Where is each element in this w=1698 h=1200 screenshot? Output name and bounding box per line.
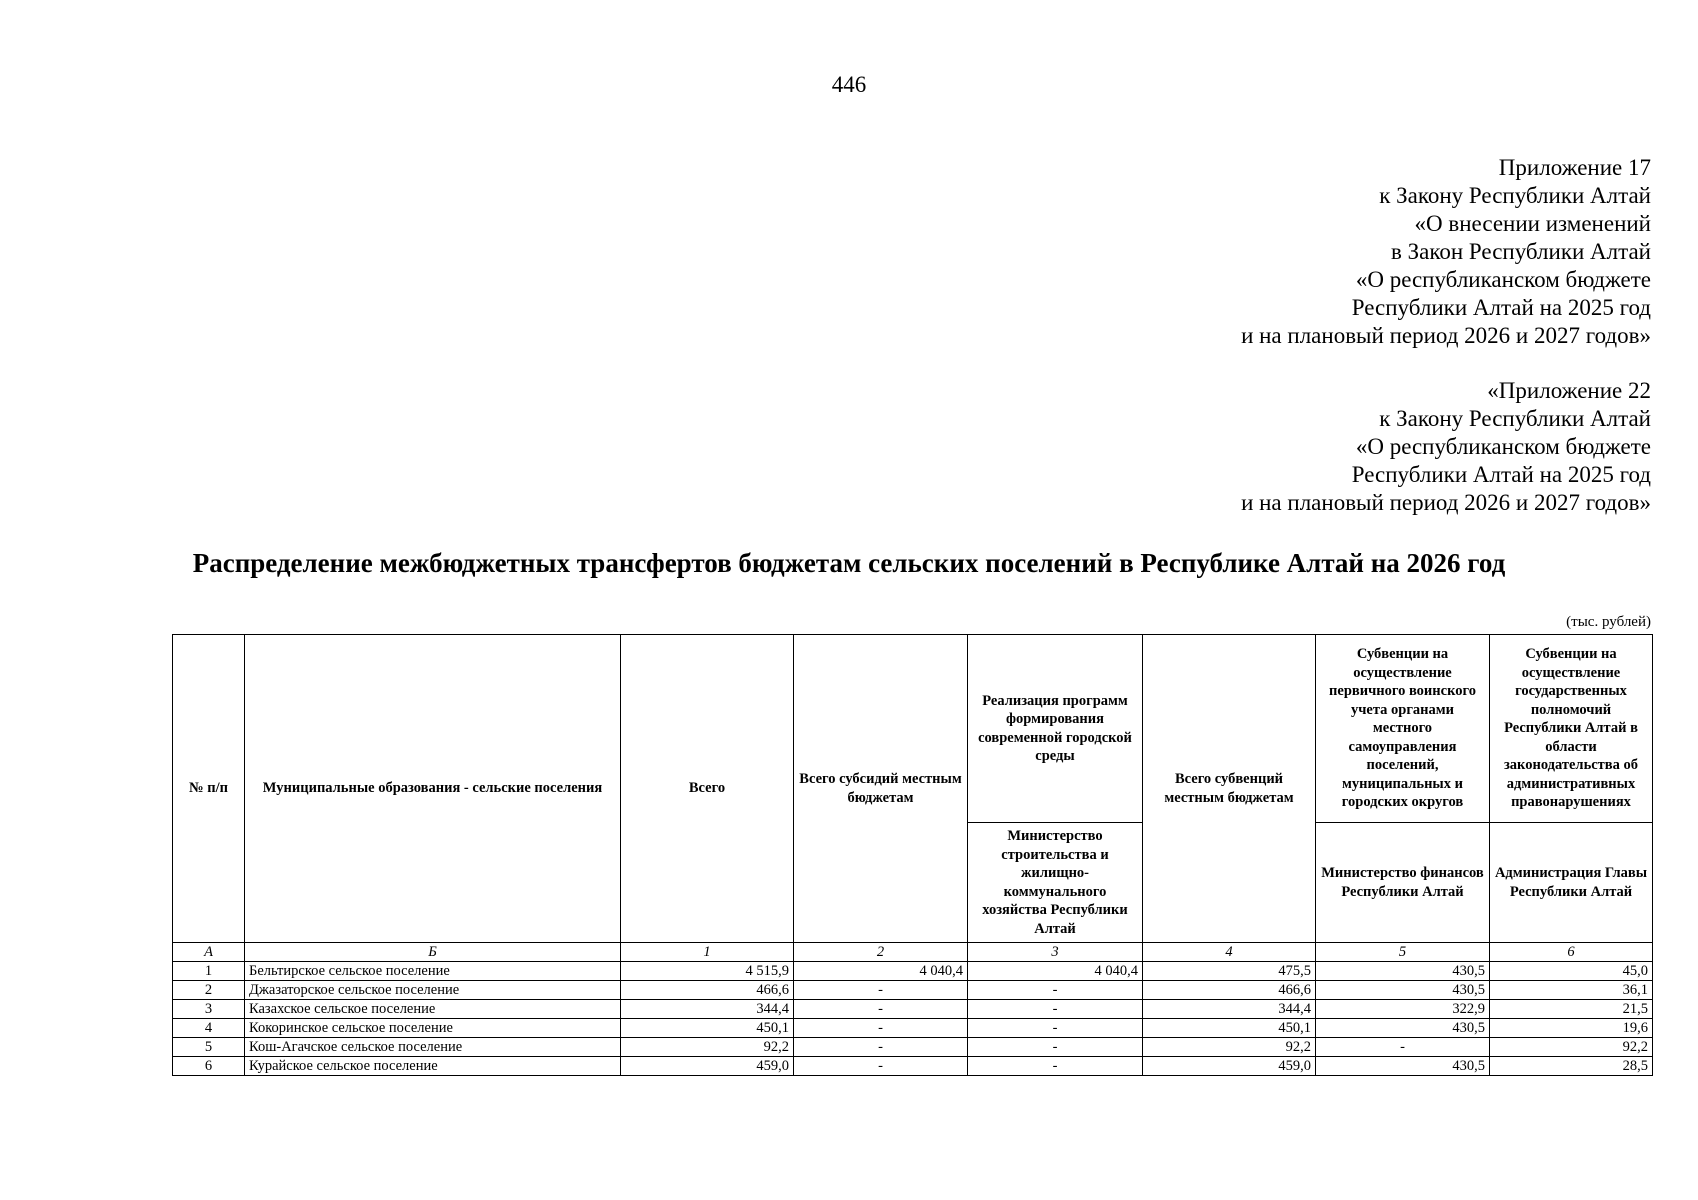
row-number: 3 [173,1000,245,1019]
annex-17-line: «О внесении изменений [1414,211,1651,236]
annex-22-line: и на плановый период 2026 и 2027 годов» [1241,490,1651,515]
program-value: - [968,1057,1143,1076]
header-municipality: Муниципальные образования - сельские поселения [245,635,621,943]
annex-17-line: Приложение 17 [1498,155,1651,180]
header-total: Всего [621,635,794,943]
municipality-name: Джазаторское сельское поселение [245,981,621,1000]
column-index: 1 [621,943,794,962]
program-value: - [968,1000,1143,1019]
header-ministry-finance: Министерство финансов Республики Алтай [1316,823,1490,943]
municipality-name: Кош-Агачское сельское поселение [245,1038,621,1057]
transfers-table [172,634,1653,1076]
subsidies-value: 4 040,4 [794,962,968,981]
header-head-administration: Администрация Главы Республики Алтай [1490,823,1653,943]
annex-22-line: Республики Алтай на 2025 год [1351,462,1651,487]
annex-17-line: в Закон Республики Алтай [1391,239,1651,264]
column-index: 3 [968,943,1143,962]
subventions-value: 450,1 [1143,1019,1316,1038]
military-value: 430,5 [1316,1019,1490,1038]
subventions-value: 344,4 [1143,1000,1316,1019]
admin-value: 36,1 [1490,981,1653,1000]
column-index: 5 [1316,943,1490,962]
military-value: - [1316,1038,1490,1057]
annex-22-reference [1241,377,1651,517]
admin-value: 45,0 [1490,962,1653,981]
military-value: 430,5 [1316,1057,1490,1076]
municipality-name: Кокоринское сельское поселение [245,1019,621,1038]
header-military-registration-subventions: Субвенции на осуществление первичного воинского учета органами местного самоуправления поселений, муниципальных и городских округов [1316,635,1490,823]
table-row [173,981,1653,1000]
annex-17-line: Республики Алтай на 2025 год [1351,295,1651,320]
total-value: 92,2 [621,1038,794,1057]
program-value: 4 040,4 [968,962,1143,981]
municipality-name: Курайское сельское поселение [245,1057,621,1076]
annex-17-line: и на плановый период 2026 и 2027 годов» [1241,323,1651,348]
column-index: Б [245,943,621,962]
subsidies-value: - [794,1019,968,1038]
header-subsidies-total: Всего субсидий местным бюджетам [794,635,968,943]
table-row [173,1057,1653,1076]
table-row [173,1000,1653,1019]
column-index: А [173,943,245,962]
annex-17-reference [1241,154,1651,350]
admin-value: 21,5 [1490,1000,1653,1019]
program-value: - [968,1019,1143,1038]
row-number: 5 [173,1038,245,1057]
municipality-name: Казахское сельское поселение [245,1000,621,1019]
admin-value: 92,2 [1490,1038,1653,1057]
column-index: 2 [794,943,968,962]
military-value: 322,9 [1316,1000,1490,1019]
column-index: 4 [1143,943,1316,962]
total-value: 344,4 [621,1000,794,1019]
table-row [173,1038,1653,1057]
annex-17-line: к Закону Республики Алтай [1379,183,1651,208]
subsidies-value: - [794,1000,968,1019]
admin-value: 28,5 [1490,1057,1653,1076]
subventions-value: 459,0 [1143,1057,1316,1076]
header-admin-offenses-subventions: Субвенции на осуществление государственных полномочий Республики Алтай в области законодательства об административных правонарушениях [1490,635,1653,823]
total-value: 466,6 [621,981,794,1000]
annex-22-line: «О республиканском бюджете [1355,434,1651,459]
row-number: 2 [173,981,245,1000]
total-value: 450,1 [621,1019,794,1038]
header-subventions-total: Всего субвенций местным бюджетам [1143,635,1316,943]
page-number: 446 [831,72,867,97]
header-ministry-construction: Министерство строительства и жилищно-коммунального хозяйства Республики Алтай [968,823,1143,943]
annex-22-line: «Приложение 22 [1487,378,1651,403]
military-value: 430,5 [1316,962,1490,981]
row-number: 4 [173,1019,245,1038]
program-value: - [968,1038,1143,1057]
header-urban-environment-program: Реализация программ формирования современной городской среды [968,635,1143,823]
header-no: № п/п [173,635,245,943]
subventions-value: 92,2 [1143,1038,1316,1057]
units-note: (тыс. рублей) [1566,614,1651,630]
annex-17-line: «О республиканском бюджете [1355,267,1651,292]
column-index: 6 [1490,943,1653,962]
document-title: Распределение межбюджетных трансфертов бюджетам сельских поселений в Республике Алтай на 2026 год [192,548,1506,578]
table-row [173,1019,1653,1038]
subventions-value: 475,5 [1143,962,1316,981]
program-value: - [968,981,1143,1000]
military-value: 430,5 [1316,981,1490,1000]
municipality-name: Бельтирское сельское поселение [245,962,621,981]
annex-22-line: к Закону Республики Алтай [1379,406,1651,431]
admin-value: 19,6 [1490,1019,1653,1038]
total-value: 4 515,9 [621,962,794,981]
row-number: 1 [173,962,245,981]
column-index-row [173,943,1653,962]
subsidies-value: - [794,1038,968,1057]
total-value: 459,0 [621,1057,794,1076]
table-row [173,962,1653,981]
subventions-value: 466,6 [1143,981,1316,1000]
subsidies-value: - [794,981,968,1000]
row-number: 6 [173,1057,245,1076]
subsidies-value: - [794,1057,968,1076]
